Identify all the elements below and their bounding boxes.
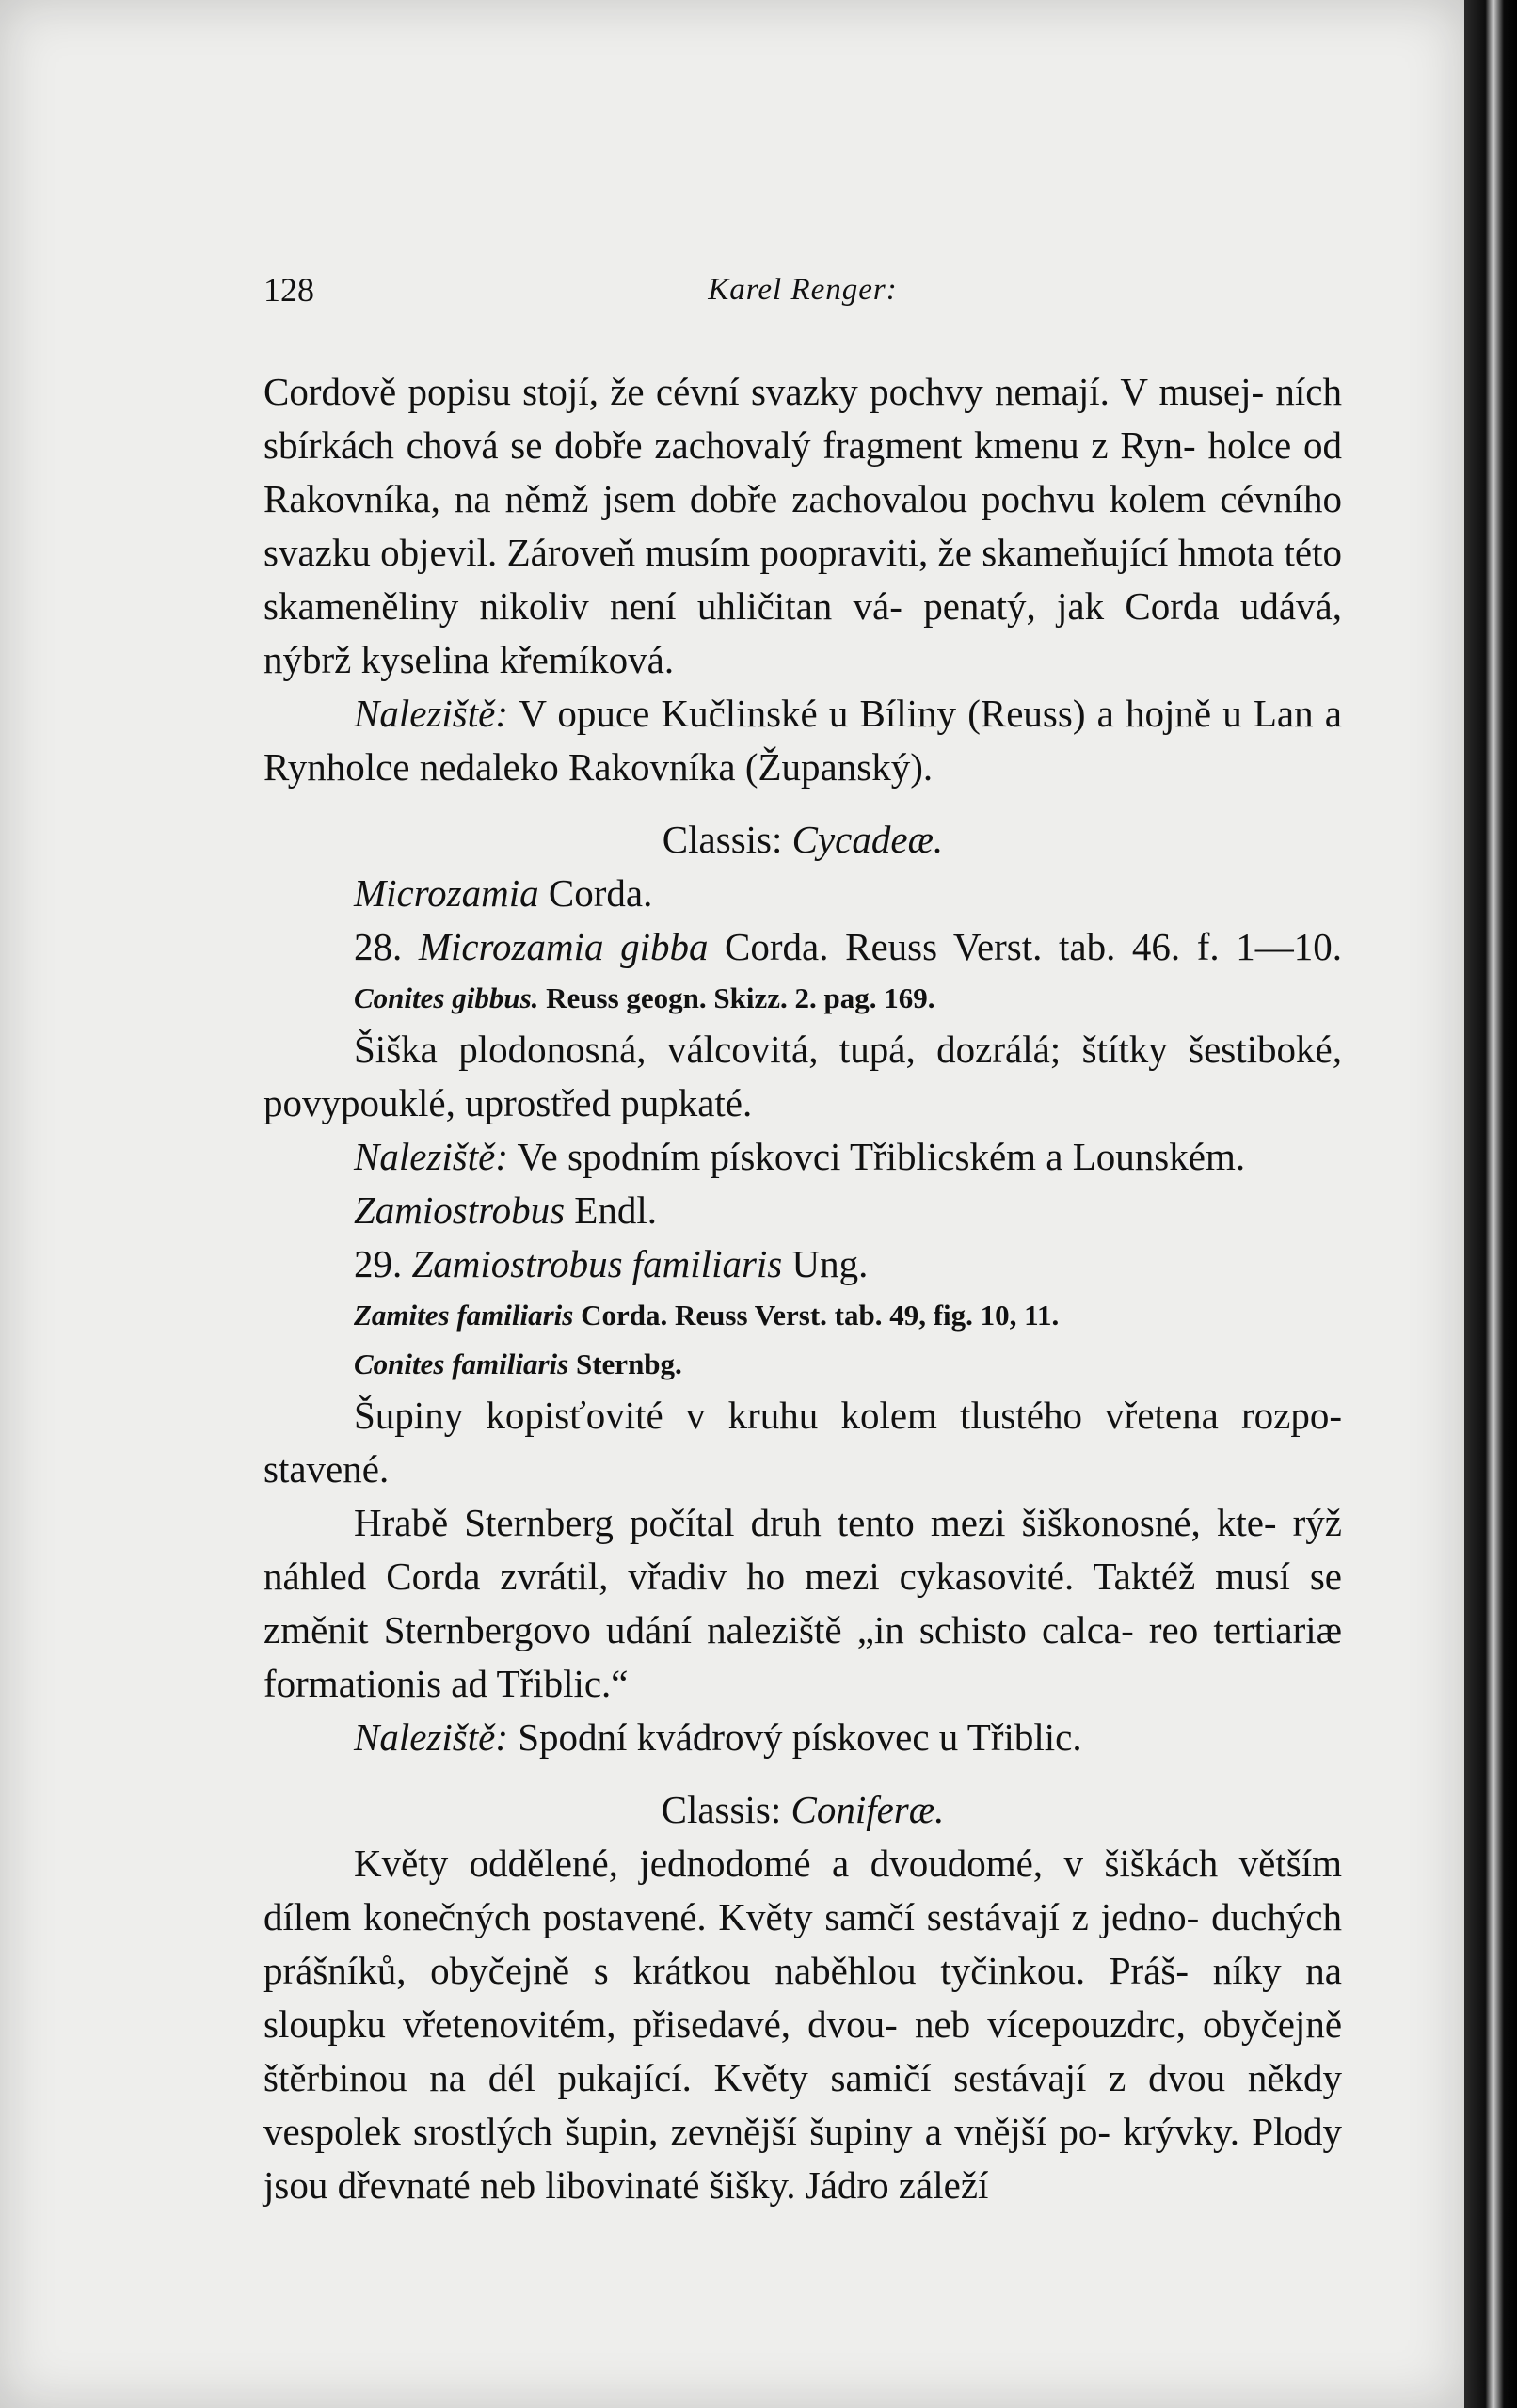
classis-label: Classis: xyxy=(662,818,792,861)
text-run: u Lan a Rynholce nedaleko Rakovníka (Županský). xyxy=(263,692,1342,789)
synonym-name: Conites gibbus. xyxy=(354,981,539,1014)
genus-author: Endl. xyxy=(565,1188,657,1232)
species-entry-29 xyxy=(263,1237,1342,1291)
classis-cycadeae xyxy=(263,813,1342,867)
naleziste-label: Naleziště: xyxy=(354,1135,508,1178)
text-line: penatý, jak Corda udává, nýbrž kyselina křemíková. xyxy=(263,584,1343,681)
naleziste-28 xyxy=(263,1130,1342,1184)
text-run: stavené. xyxy=(263,1447,390,1491)
genus-author: Corda. xyxy=(538,871,653,915)
text-line: Cordově popisu stojí, že cévní svazky pochvy nemají. V musej- xyxy=(263,370,1265,413)
description-29 xyxy=(263,1389,1342,1496)
synonym-reference: Sternbg. xyxy=(568,1348,682,1380)
text-line: kolem cévního svazku objevil. Zároveň musím poopraviti, že xyxy=(263,477,1342,574)
text-run: Spodní kvádrový pískovec u Třiblic. xyxy=(507,1715,1082,1759)
entry-number: 28. xyxy=(354,925,419,968)
text-run: Ve spodním pískovci Třiblicském a Lounském. xyxy=(507,1135,1246,1178)
naleziste-label: Naleziště: xyxy=(354,1715,508,1759)
page-content xyxy=(263,263,1342,2212)
classis-name: Cycadeæ. xyxy=(791,818,944,861)
synonym-name: Conites familiaris xyxy=(354,1348,569,1380)
text-line: dílem konečných postavené. Květy samčí sestávají z jedno- xyxy=(263,1895,1200,1938)
text-line: reo tertiariæ formationis ad Třiblic.“ xyxy=(263,1608,1342,1705)
synonym-reference: Reuss geogn. Skizz. 2. pag. 169. xyxy=(538,981,935,1014)
running-head: Karel Renger: xyxy=(708,273,898,307)
description-28 xyxy=(263,1023,1342,1130)
text-line: skameňující hmota této skameněliny nikoliv není uhličitan vá- xyxy=(263,531,1343,628)
text-line: Květy oddělené, jednodomé a dvoudomé, v šiškách větším xyxy=(354,1842,1342,1885)
text-line: krývky. Plody jsou dřevnaté neb libovinaté šišky. Jádro záleží xyxy=(263,2110,1342,2207)
species-entry-28 xyxy=(263,920,1342,974)
text-run: Šupiny kopisťovité v kruhu kolem tlustého vřetena rozpo- xyxy=(354,1394,1342,1437)
synonym-reference: Corda. Reuss Verst. tab. 49, fig. 10, 11. xyxy=(573,1299,1060,1332)
text-run: povypouklé, uprostřed pupkaté. xyxy=(263,1081,753,1124)
text-line: někdy vespolek srostlých šupin, zevnější šupiny a vnější po- xyxy=(263,2056,1343,2153)
classis-label: Classis: xyxy=(661,1788,791,1831)
species-name: Microzamia gibba xyxy=(418,925,709,968)
text-line: duchých prášníků, obyčejně s krátkou naběhlou tyčinkou. Práš- xyxy=(263,1895,1342,1992)
book-binding-edge xyxy=(1464,0,1517,2408)
classis-coniferae xyxy=(263,1783,1342,1837)
text-line: obyčejně štěrbinou na dél pukající. Květy samičí sestávají z dvou xyxy=(263,2002,1343,2099)
paragraph-naleziste-1 xyxy=(263,687,1342,794)
entry-number: 29. xyxy=(354,1242,412,1285)
synonym-28 xyxy=(263,974,1342,1023)
genus-zamiostrobus xyxy=(263,1184,1342,1237)
page-header xyxy=(263,263,1342,320)
naleziste-29 xyxy=(263,1711,1342,1764)
text-line: musí se změnit Sternbergovo udání naleziště „in schisto calca- xyxy=(263,1555,1342,1651)
paragraph-kvety xyxy=(263,1837,1342,2212)
synonym-name: Zamites familiaris xyxy=(354,1299,574,1332)
paragraph-cordova xyxy=(263,365,1342,687)
text-line: rýž náhled Corda zvrátil, vřadiv ho mezi cykasovité. Taktéž xyxy=(263,1501,1342,1598)
text-line: níky na sloupku vřetenovitém, přisedavé, dvou- neb vícepouzdrc, xyxy=(263,1949,1342,2046)
species-name: Zamiostrobus familiaris xyxy=(411,1242,783,1285)
page-number: 128 xyxy=(263,271,314,309)
text-run: Šiška plodonosná, válcovitá, tupá, dozrálá; štítky šestiboké, xyxy=(354,1028,1342,1071)
genus-name: Microzamia xyxy=(354,871,539,915)
text-line: ních sbírkách chová se dobře zachovalý fragment kmenu z Ryn- xyxy=(263,370,1342,467)
classis-name: Coniferæ. xyxy=(790,1788,945,1831)
paragraph-sternberg xyxy=(263,1496,1342,1711)
text-line: holce od Rakovníka, na němž jsem dobře zachovalou pochvu xyxy=(263,423,1342,520)
synonym-29-zamites xyxy=(263,1291,1342,1340)
genus-microzamia xyxy=(263,867,1342,920)
text-line: Hrabě Sternberg počítal druh tento mezi šiškonosné, kte- xyxy=(354,1501,1277,1544)
genus-name: Zamiostrobus xyxy=(354,1188,566,1232)
text-run: V opuce Kučlinské u Bíliny (Reuss) a hojně xyxy=(507,692,1212,735)
species-author: Ung. xyxy=(782,1242,869,1285)
species-reference: Corda. Reuss Verst. tab. 46. f. 1—10. xyxy=(708,925,1343,968)
synonym-29-conites xyxy=(263,1340,1342,1389)
naleziste-label: Naleziště: xyxy=(354,692,508,735)
